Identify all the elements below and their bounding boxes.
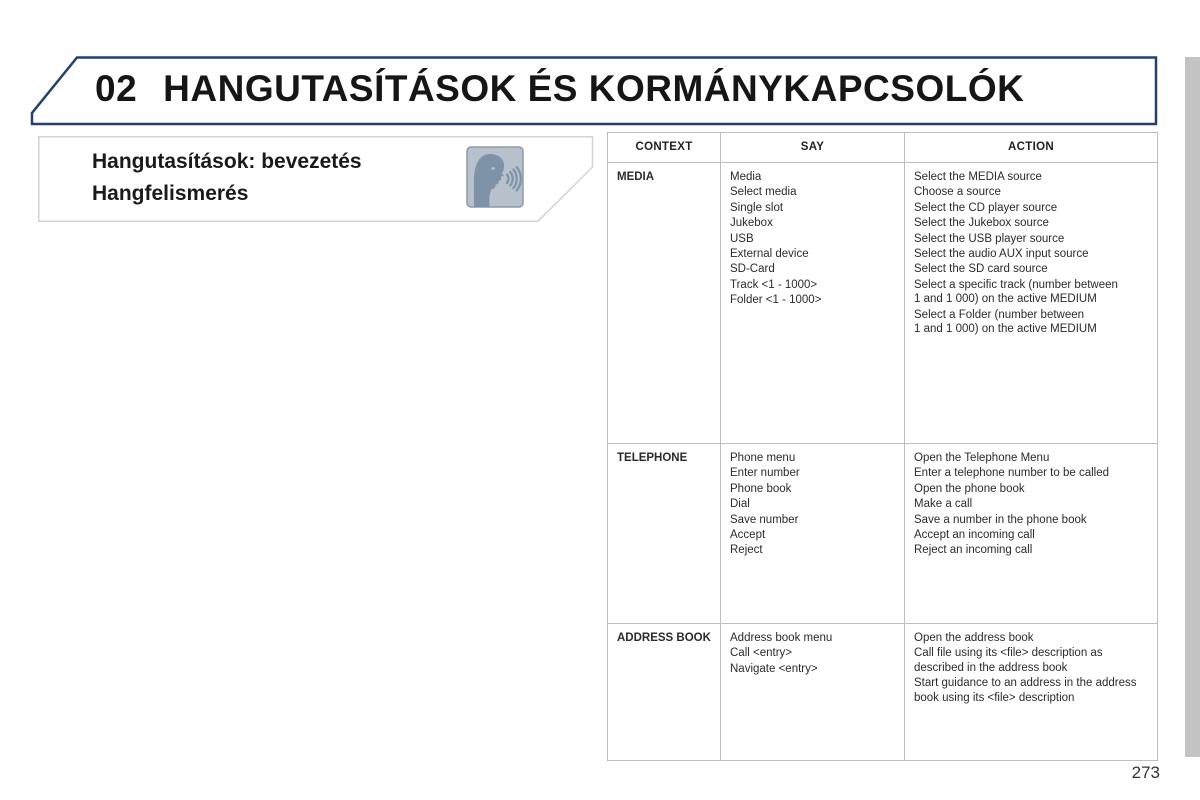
table-row-media — [608, 163, 1158, 444]
column-header-context: CONTEXT — [608, 133, 721, 163]
action-item: Select a specific track (number between 1 and 1 000) on the active MEDIUM — [914, 278, 1118, 306]
action-cell — [905, 624, 1158, 761]
action-item: Accept an incoming call — [914, 529, 1035, 542]
action-item: Select the audio AUX input source — [914, 248, 1089, 261]
say-item: Save number — [730, 513, 799, 526]
say-item: Media — [730, 171, 762, 183]
say-item: Select media — [730, 186, 797, 199]
column-header-say: SAY — [721, 133, 905, 163]
column-header-action: ACTION — [905, 133, 1158, 163]
say-item: Track <1 - 1000> — [730, 278, 818, 291]
say-item: Call <entry> — [730, 647, 793, 660]
section-title-line1: Hangutasítások: bevezetés — [92, 150, 362, 173]
say-item: External device — [730, 248, 809, 261]
action-item: Select a Folder (number between 1 and 1 000) on the active MEDIUM — [914, 308, 1097, 336]
chapter-number: 02 — [95, 68, 138, 109]
chapter-heading — [95, 56, 1024, 122]
say-cell — [721, 163, 905, 444]
chapter-title: HANGUTASÍTÁSOK ÉS KORMÁNYKAPCSOLÓK — [163, 68, 1025, 109]
table-row-telephone — [608, 444, 1158, 624]
voice-recognition-icon — [466, 146, 524, 208]
section-title-box — [38, 136, 594, 222]
action-item: Open the phone book — [914, 482, 1025, 495]
context-cell: TELEPHONE — [608, 444, 721, 624]
action-item: Enter a telephone number to be called — [914, 467, 1109, 480]
table-header-row — [608, 133, 1158, 163]
action-cell — [905, 163, 1158, 444]
say-item: Jukebox — [730, 217, 773, 230]
voice-commands-table — [607, 132, 1158, 761]
action-item: Choose a source — [914, 186, 1001, 199]
say-item: Reject — [730, 544, 763, 557]
say-item: Dial — [730, 498, 750, 511]
say-item: Navigate <entry> — [730, 662, 818, 675]
say-item: Single slot — [730, 201, 784, 214]
section-title — [92, 146, 362, 210]
action-item: Select the USB player source — [914, 232, 1065, 245]
action-item: Select the Jukebox source — [914, 217, 1049, 230]
section-title-line2: Hangfelismerés — [92, 182, 249, 205]
context-cell: MEDIA — [608, 163, 721, 444]
chapter-index-tab — [1185, 57, 1200, 757]
action-item: Make a call — [914, 498, 973, 511]
chapter-banner — [30, 56, 1158, 126]
say-item: Phone menu — [730, 452, 796, 464]
action-item: Save a number in the phone book — [914, 513, 1087, 526]
say-item: USB — [730, 232, 754, 245]
action-item: Open the address book — [914, 632, 1034, 644]
action-item: Select the SD card source — [914, 263, 1048, 276]
say-item: Enter number — [730, 467, 800, 480]
say-cell — [721, 624, 905, 761]
say-item: SD-Card — [730, 263, 775, 276]
action-item: Start guidance to an address in the address book using its <file> description — [914, 677, 1137, 704]
action-item: Call file using its <file> description as described in the address book — [914, 647, 1103, 674]
page-number: 273 — [1131, 763, 1160, 782]
say-item: Folder <1 - 1000> — [730, 294, 822, 307]
action-item: Select the CD player source — [914, 201, 1058, 214]
table-row-address-book — [608, 624, 1158, 761]
say-item: Address book menu — [730, 632, 833, 644]
action-item: Open the Telephone Menu — [914, 452, 1050, 464]
action-cell — [905, 444, 1158, 624]
say-item: Phone book — [730, 482, 792, 495]
context-cell: ADDRESS BOOK — [608, 624, 721, 761]
action-item: Select the MEDIA source — [914, 171, 1042, 183]
say-cell — [721, 444, 905, 624]
say-item: Accept — [730, 529, 766, 542]
action-item: Reject an incoming call — [914, 544, 1033, 557]
